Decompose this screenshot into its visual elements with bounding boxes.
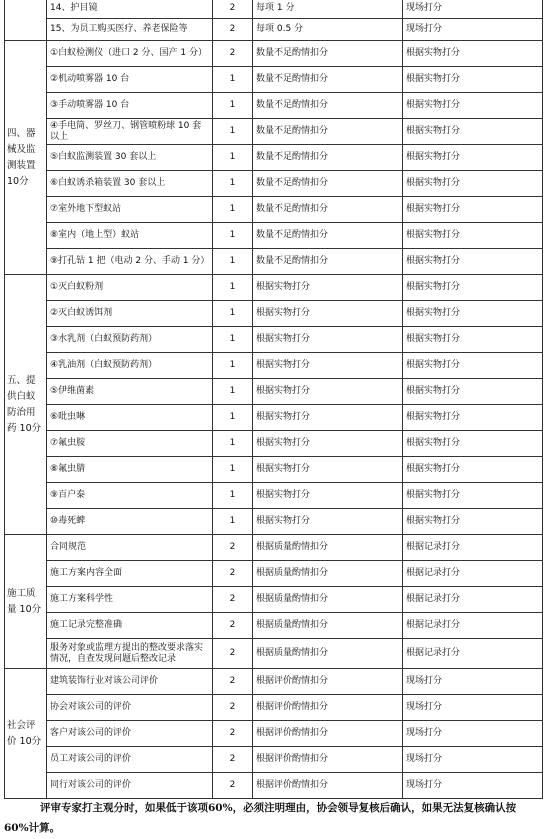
method-cell: 根据质量酌情扣分 (253, 613, 403, 639)
basis-cell: 根据实物打分 (403, 171, 543, 197)
method-cell: 根据评价酌情扣分 (253, 721, 403, 747)
method-cell: 根据实物打分 (253, 457, 403, 483)
table-row (5, 669, 543, 695)
score-cell: 2 (213, 747, 253, 773)
table-row (5, 19, 543, 41)
table-row (5, 457, 543, 483)
score-cell: 1 (213, 301, 253, 327)
table-row (5, 67, 543, 93)
score-cell: 1 (213, 93, 253, 119)
table-row (5, 747, 543, 773)
category-cell: 五、提供白蚁防治用药 10分 (5, 275, 47, 535)
item-cell: 施工方案科学性 (47, 587, 213, 613)
item-cell: 协会对该公司的评价 (47, 695, 213, 721)
method-cell: 数量不足酌情扣分 (253, 93, 403, 119)
score-cell: 1 (213, 327, 253, 353)
basis-cell: 根据记录打分 (403, 561, 543, 587)
table-row (5, 431, 543, 457)
score-cell: 1 (213, 379, 253, 405)
score-cell: 1 (213, 119, 253, 145)
method-cell: 根据实物打分 (253, 483, 403, 509)
basis-cell: 根据实物打分 (403, 509, 543, 535)
score-cell: 1 (213, 483, 253, 509)
method-cell: 根据实物打分 (253, 509, 403, 535)
score-cell: 2 (213, 561, 253, 587)
basis-cell: 根据实物打分 (403, 249, 543, 275)
method-cell: 数量不足酌情扣分 (253, 145, 403, 171)
item-cell: ⑧室内（地上型）蚁站 (47, 223, 213, 249)
basis-cell: 根据实物打分 (403, 353, 543, 379)
method-cell: 数量不足酌情扣分 (253, 67, 403, 93)
table-row (5, 171, 543, 197)
score-cell: 2 (213, 587, 253, 613)
score-cell: 2 (213, 535, 253, 561)
basis-cell: 根据实物打分 (403, 41, 543, 67)
item-cell: ⑥白蚁诱杀箱装置 30 套以上 (47, 171, 213, 197)
table-row (5, 197, 543, 223)
item-cell: ⑥吡虫啉 (47, 405, 213, 431)
table-row (5, 721, 543, 747)
item-cell: 服务对象或监理方提出的整改要求落实情况，自查发现问题后整改记录 (47, 639, 213, 669)
table-row (5, 639, 543, 669)
table-row (5, 223, 543, 249)
table-row (5, 119, 543, 145)
score-cell: 2 (213, 0, 253, 19)
basis-cell: 根据实物打分 (403, 301, 543, 327)
item-cell: 员工对该公司的评价 (47, 747, 213, 773)
table-row (5, 145, 543, 171)
basis-cell: 现场打分 (403, 19, 543, 41)
method-cell: 根据质量酌情扣分 (253, 561, 403, 587)
item-cell: 14、护目镜 (47, 0, 213, 19)
table-row (5, 405, 543, 431)
basis-cell: 现场打分 (403, 721, 543, 747)
score-cell: 2 (213, 19, 253, 41)
table-row (5, 249, 543, 275)
basis-cell: 根据实物打分 (403, 223, 543, 249)
table-row (5, 483, 543, 509)
score-cell: 1 (213, 145, 253, 171)
item-cell: ①白蚁检测仪（进口 2 分、国产 1 分） (47, 41, 213, 67)
basis-cell: 根据实物打分 (403, 483, 543, 509)
method-cell: 数量不足酌情扣分 (253, 197, 403, 223)
score-cell: 1 (213, 405, 253, 431)
basis-cell: 根据实物打分 (403, 197, 543, 223)
method-cell: 根据评价酌情扣分 (253, 669, 403, 695)
item-cell: ③手动喷雾器 10 台 (47, 93, 213, 119)
score-cell: 2 (213, 721, 253, 747)
scoring-table (4, 0, 543, 799)
table-row (5, 93, 543, 119)
item-cell: ②机动喷雾器 10 台 (47, 67, 213, 93)
method-cell: 根据质量酌情扣分 (253, 639, 403, 669)
basis-cell: 现场打分 (403, 695, 543, 721)
basis-cell: 根据实物打分 (403, 67, 543, 93)
item-cell: ④乳油剂（白蚁预防药剂） (47, 353, 213, 379)
method-cell: 数量不足酌情扣分 (253, 119, 403, 145)
table-row (5, 695, 543, 721)
table-row (5, 353, 543, 379)
basis-cell: 根据记录打分 (403, 535, 543, 561)
method-cell: 数量不足酌情扣分 (253, 249, 403, 275)
score-cell: 2 (213, 773, 253, 799)
method-cell: 根据评价酌情扣分 (253, 773, 403, 799)
table-row (5, 275, 543, 301)
table-row (5, 0, 543, 19)
score-cell: 2 (213, 41, 253, 67)
method-cell: 每项 0.5 分 (253, 19, 403, 41)
basis-cell: 现场打分 (403, 669, 543, 695)
method-cell: 根据质量酌情扣分 (253, 535, 403, 561)
item-cell: ③水乳剂（白蚁预防药剂） (47, 327, 213, 353)
method-cell: 数量不足酌情扣分 (253, 41, 403, 67)
score-cell: 2 (213, 613, 253, 639)
table-row (5, 587, 543, 613)
item-cell: 客户对该公司的评价 (47, 721, 213, 747)
item-cell: ⑤白蚁监测装置 30 套以上 (47, 145, 213, 171)
category-cell: 施工质量 10分 (5, 535, 47, 669)
score-cell: 1 (213, 353, 253, 379)
score-cell: 1 (213, 67, 253, 93)
category-cell: 四、器械及监测装置 10分 (5, 41, 47, 275)
method-cell: 数量不足酌情扣分 (253, 223, 403, 249)
table-row (5, 41, 543, 67)
method-cell: 根据实物打分 (253, 327, 403, 353)
item-cell: 合同规范 (47, 535, 213, 561)
basis-cell: 根据实物打分 (403, 457, 543, 483)
score-cell: 2 (213, 639, 253, 669)
table-row (5, 301, 543, 327)
basis-cell: 根据记录打分 (403, 613, 543, 639)
item-cell: ⑩毒死蜱 (47, 509, 213, 535)
method-cell: 根据评价酌情扣分 (253, 695, 403, 721)
score-cell: 1 (213, 171, 253, 197)
category-cell (5, 0, 47, 41)
item-cell: ⑧氟虫腈 (47, 457, 213, 483)
method-cell: 根据实物打分 (253, 275, 403, 301)
table-row (5, 613, 543, 639)
basis-cell: 现场打分 (403, 0, 543, 19)
table-row (5, 379, 543, 405)
method-cell: 根据实物打分 (253, 301, 403, 327)
method-cell: 数量不足酌情扣分 (253, 171, 403, 197)
category-cell: 社会评价 10分 (5, 669, 47, 799)
item-cell: 15、为员工购买医疗、养老保险等 (47, 19, 213, 41)
basis-cell: 根据实物打分 (403, 119, 543, 145)
score-cell: 1 (213, 197, 253, 223)
item-cell: ②灭白蚁诱饵剂 (47, 301, 213, 327)
item-cell: 施工记录完整准确 (47, 613, 213, 639)
table-row (5, 561, 543, 587)
method-cell: 根据实物打分 (253, 431, 403, 457)
method-cell: 根据实物打分 (253, 405, 403, 431)
item-cell: 施工方案内容全面 (47, 561, 213, 587)
basis-cell: 根据实物打分 (403, 145, 543, 171)
basis-cell: 根据记录打分 (403, 639, 543, 669)
method-cell: 根据实物打分 (253, 379, 403, 405)
method-cell: 每项 1 分 (253, 0, 403, 19)
basis-cell: 现场打分 (403, 747, 543, 773)
basis-cell: 现场打分 (403, 773, 543, 799)
score-cell: 1 (213, 431, 253, 457)
item-cell: 同行对该公司的评价 (47, 773, 213, 799)
footnote: 评审专家打主观分时，如果低于该项60%，必须注明理由，协会领导复核后确认，如果无法复核确认按60%计算。 (4, 802, 517, 834)
item-cell: ①灭白蚁粉剂 (47, 275, 213, 301)
basis-cell: 根据实物打分 (403, 327, 543, 353)
method-cell: 根据实物打分 (253, 353, 403, 379)
item-cell: ④手电筒、罗丝刀、钢管喷粉球 10 套以上 (47, 119, 213, 145)
score-cell: 2 (213, 695, 253, 721)
score-cell: 1 (213, 509, 253, 535)
basis-cell: 根据实物打分 (403, 275, 543, 301)
basis-cell: 根据实物打分 (403, 93, 543, 119)
basis-cell: 根据记录打分 (403, 587, 543, 613)
score-cell: 1 (213, 223, 253, 249)
basis-cell: 根据实物打分 (403, 405, 543, 431)
table-row (5, 509, 543, 535)
item-cell: ⑨百户泰 (47, 483, 213, 509)
score-cell: 2 (213, 669, 253, 695)
item-cell: ⑦室外地下型蚁站 (47, 197, 213, 223)
basis-cell: 根据实物打分 (403, 431, 543, 457)
table-row (5, 327, 543, 353)
score-cell: 1 (213, 275, 253, 301)
item-cell: ⑦氟虫胺 (47, 431, 213, 457)
item-cell: ⑤伊维菌素 (47, 379, 213, 405)
item-cell: ⑨打孔钻 1 把（电动 2 分、手动 1 分） (47, 249, 213, 275)
method-cell: 根据评价酌情扣分 (253, 747, 403, 773)
score-cell: 1 (213, 457, 253, 483)
item-cell: 建筑装饰行业对该公司评价 (47, 669, 213, 695)
score-cell: 1 (213, 249, 253, 275)
table-row (5, 773, 543, 799)
table-row (5, 535, 543, 561)
basis-cell: 根据实物打分 (403, 379, 543, 405)
method-cell: 根据质量酌情扣分 (253, 587, 403, 613)
